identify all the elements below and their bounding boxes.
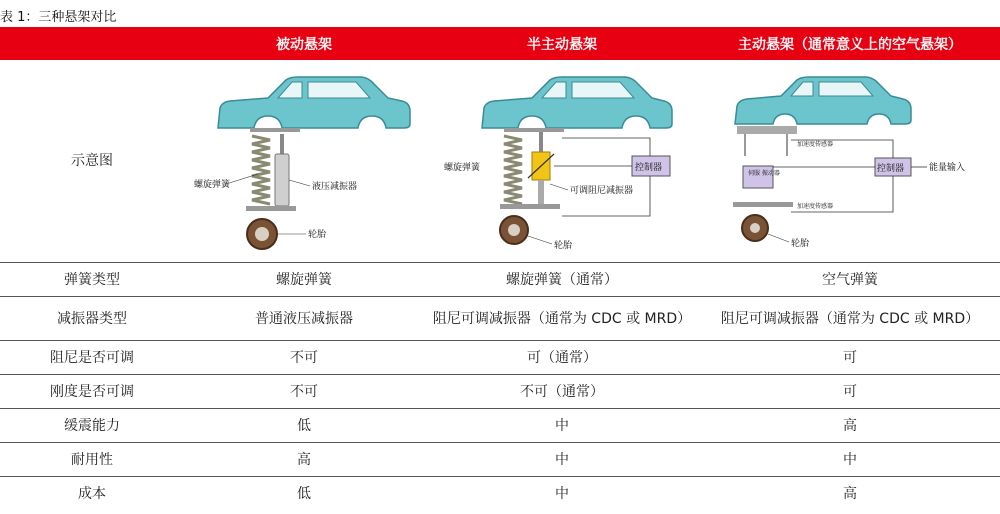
- cell: 可: [700, 375, 1000, 409]
- lower-arm-icon: [500, 204, 560, 209]
- car-body-icon: [482, 77, 672, 128]
- cell: 高: [843, 485, 857, 502]
- active-diagram-cell: [700, 60, 1000, 263]
- row-label: 阻尼是否可调: [0, 341, 184, 375]
- cell: 中: [700, 443, 1000, 477]
- wheel-icon: [500, 216, 528, 244]
- header-active: 主动悬架（通常意义上的空气悬架）: [700, 27, 1000, 60]
- upper-mount-icon: [504, 128, 564, 132]
- cell: 阻尼可调减振器（通常为 CDC 或 MRD）: [424, 297, 700, 341]
- table-header-row: [0, 27, 1000, 60]
- row-label: 示意图: [0, 60, 184, 263]
- lower-arm-icon: [733, 202, 793, 207]
- row-label: 缓震能力: [0, 409, 184, 443]
- cell: 中: [424, 409, 700, 443]
- cell: 中: [424, 443, 700, 477]
- car-body-icon: [218, 77, 410, 128]
- cell: 不可: [184, 375, 424, 409]
- cell: 普通液压减振器: [184, 297, 424, 341]
- air-spring-icon: [737, 126, 797, 156]
- table-row: [0, 477, 1000, 511]
- passive-suspension-diagram: [190, 66, 420, 256]
- table-row: [0, 375, 1000, 409]
- cell: 可（通常）: [424, 341, 700, 375]
- coil-spring-icon: [252, 136, 270, 204]
- cell: 高: [184, 443, 424, 477]
- lower-arm-icon: [246, 206, 296, 211]
- diagram-row: [0, 60, 1000, 263]
- coil-spring-icon: [504, 136, 522, 204]
- cell: 低: [297, 485, 311, 502]
- header-empty: [0, 27, 184, 60]
- label-sensor-top: 加速度传感器: [797, 141, 834, 148]
- header-passive: 被动悬架: [184, 27, 424, 60]
- label-damper: 可调阻尼减振器: [570, 186, 634, 196]
- cell: 空气弹簧: [700, 263, 1000, 297]
- adjustable-damper-icon: [528, 132, 554, 204]
- label-energy-input: 能量输入: [929, 163, 966, 173]
- actuator-box: [743, 166, 780, 188]
- table-row: [0, 409, 1000, 443]
- label-wheel: 轮胎: [791, 239, 810, 249]
- cell: 不可: [184, 341, 424, 375]
- header-semi-active: 半主动悬架: [424, 27, 700, 60]
- cell: 螺旋弹簧: [184, 263, 424, 297]
- label-damper: 液压减振器: [312, 182, 358, 192]
- wheel-icon: [247, 219, 277, 249]
- car-body-icon: [735, 77, 911, 124]
- table-row: [0, 263, 1000, 297]
- label-wheel: 轮胎: [554, 241, 573, 251]
- label-actuator: 伺服 振动器: [748, 170, 780, 177]
- label-sensor-bottom: 加速度传感器: [797, 203, 834, 210]
- table-caption: 表 1：三种悬架对比: [0, 10, 117, 25]
- active-suspension-diagram: [715, 66, 985, 256]
- row-label: 耐用性: [0, 443, 184, 477]
- row-label: 减振器类型: [0, 297, 184, 341]
- cell: 可: [700, 341, 1000, 375]
- label-wheel: 轮胎: [308, 230, 327, 240]
- semi-active-diagram-cell: [424, 60, 700, 263]
- label-spring: 螺旋弹簧: [444, 163, 481, 173]
- table-row: [0, 297, 1000, 341]
- label-controller: 控制器: [635, 163, 663, 173]
- table-row: [0, 443, 1000, 477]
- cell: 中: [555, 485, 569, 502]
- controller-box: [632, 156, 670, 176]
- label-controller: 控制器: [877, 164, 905, 174]
- row-label: 刚度是否可调: [0, 375, 184, 409]
- cell: 高: [700, 409, 1000, 443]
- row-label: 弹簧类型: [0, 263, 184, 297]
- suspension-comparison-table: [0, 27, 1000, 511]
- semi-active-suspension-diagram: [442, 66, 682, 256]
- cell: 低: [184, 409, 424, 443]
- row-label: 成本: [78, 485, 106, 502]
- cell: 阻尼可调减振器（通常为 CDC 或 MRD）: [700, 297, 1000, 341]
- cell: 不可（通常）: [424, 375, 700, 409]
- controller-box: [875, 158, 911, 176]
- wheel-icon: [742, 215, 768, 241]
- table-row: [0, 341, 1000, 375]
- signal-lines: [554, 138, 650, 216]
- cell: 螺旋弹簧（通常）: [424, 263, 700, 297]
- upper-mount-icon: [250, 128, 300, 132]
- hydraulic-damper-icon: [275, 134, 289, 206]
- label-spring: 螺旋弹簧: [194, 180, 231, 190]
- passive-diagram-cell: [184, 60, 424, 263]
